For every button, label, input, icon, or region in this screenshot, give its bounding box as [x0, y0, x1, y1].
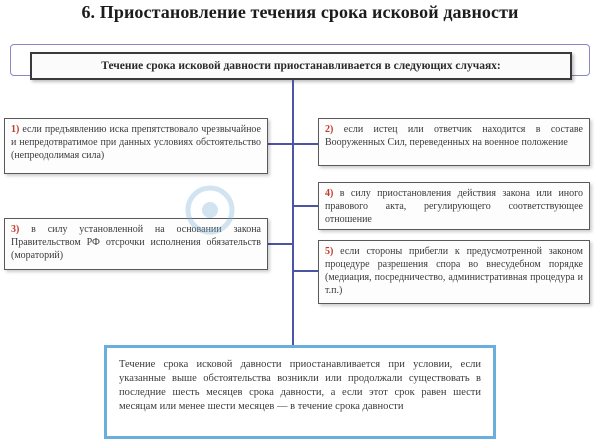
condition-number: 1) — [11, 124, 20, 135]
connector-to-condition-5 — [292, 270, 318, 272]
condition-text: в силу установленной на основании закона Правительством РФ отсрочки исполнения обязательств (мораторий) — [11, 224, 261, 261]
condition-number: 4) — [325, 188, 334, 199]
connector-to-condition-2 — [292, 143, 318, 145]
condition-text: если стороны прибегли к предусмотренной законом процедуре разрешения спора во внесудебном порядке (медиация, посредничество, административная процедура и т.п.) — [325, 246, 583, 296]
watermark-logo-icon — [180, 175, 340, 245]
condition-box-5 — [318, 240, 590, 304]
page-title: 6. Приостановление течения срока исковой давности — [81, 2, 519, 22]
condition-text: если истец или ответчик находится в составе Вооруженных Сил, переведенных на военное положение — [325, 124, 583, 148]
condition-number: 5) — [325, 246, 334, 257]
header-box: Течение срока исковой давности приостанавливается в следующих случаях: — [30, 52, 572, 80]
condition-number: 2) — [325, 124, 334, 135]
condition-text: если предъявлению иска препятствовало чрезвычайное и непредотвратимое при данных условиях обстоятельство (непреодолимая сила) — [11, 124, 261, 161]
connector-to-condition-1 — [268, 143, 294, 145]
conclusion-box: Течение срока исковой давности приостанавливается при условии, если указанные выше обстоятельства возникли или продолжали существовать в последние шесть месяцев срока давности, а если этот срок равен шести месяцам или менее шести месяцев — в течение срока давности — [104, 345, 496, 439]
condition-box-2 — [318, 118, 590, 166]
condition-box-1 — [4, 118, 268, 174]
condition-number: 3) — [11, 224, 20, 235]
condition-box-4 — [318, 182, 590, 230]
condition-text: в силу приостановления действия закона или иного правового акта, регулирующего соответствующее отношение — [325, 188, 583, 225]
